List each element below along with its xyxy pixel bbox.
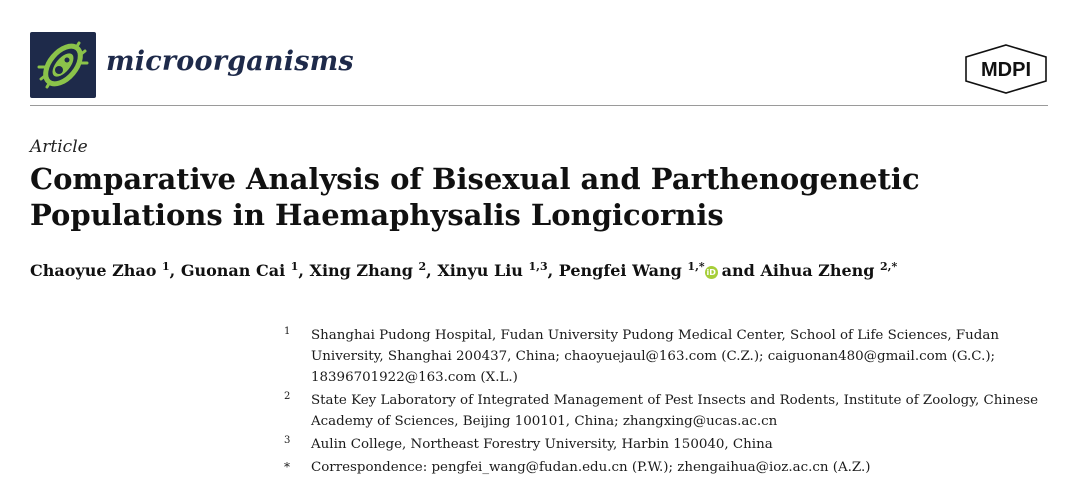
author-separator: ,: [169, 261, 181, 280]
affiliation-text: Aulin College, Northeast Forestry University, Harbin 150040, China: [311, 437, 773, 452]
author-separator: ,: [426, 261, 438, 280]
author-separator: ,: [547, 261, 559, 280]
affiliations: [284, 325, 1044, 480]
article-title: [30, 161, 1030, 233]
author-affiliation-mark: 1,*: [687, 260, 705, 273]
microorganism-icon: [35, 37, 91, 93]
header-divider: [30, 105, 1048, 106]
author-name[interactable]: Xing Zhang: [309, 261, 413, 280]
author-affiliation-mark: 2: [418, 260, 427, 273]
affiliation-number: 2: [284, 391, 291, 402]
author-affiliation-mark: 1: [162, 260, 170, 273]
author-list: [30, 260, 1060, 280]
affiliation-text: Shanghai Pudong Hospital, Fudan University Pudong Medical Center, School of Life Sciences, Fudan University, Shanghai 200437, China; chaoyuejaul@163.com (C.Z.); caiguonan480@gmail.com (G.C.); 18396701922@163.com (X.L.): [311, 328, 999, 385]
author-separator: ,: [298, 261, 310, 280]
author-connector: and: [721, 261, 755, 280]
journal-logo: [30, 32, 96, 98]
affiliation-number: 1: [284, 326, 291, 337]
author-name[interactable]: Chaoyue Zhao: [30, 261, 157, 280]
affiliation-text: State Key Laboratory of Integrated Management of Pest Insects and Rodents, Institute of Zoology, Chinese Academy of Sciences, Beijing 100101, China; zhangxing@ucas.ac.cn: [311, 393, 1039, 429]
author-affiliation-mark: 2,*: [880, 260, 898, 273]
journal-name[interactable]: microorganisms: [106, 46, 354, 77]
orcid-icon[interactable]: iD: [706, 268, 716, 277]
affiliation-item: [284, 390, 1044, 432]
title-line-1: Comparative Analysis of Bisexual and Parthenogenetic: [30, 162, 920, 196]
author-name[interactable]: Pengfei Wang: [558, 261, 682, 280]
author-name[interactable]: Xinyu Liu: [437, 261, 523, 280]
title-line-2: Populations in Haemaphysalis Longicornis: [30, 198, 724, 232]
affiliation-item: [284, 434, 1044, 455]
affiliation-item: [284, 325, 1044, 388]
publisher-logo-text: MDPI: [981, 59, 1031, 81]
author-name[interactable]: Guonan Cai: [180, 261, 286, 280]
correspondence-item: [284, 457, 1044, 478]
article-type: Article: [30, 137, 88, 157]
correspondence-text: Correspondence: pengfei_wang@fudan.edu.cn (P.W.); zhengaihua@ioz.ac.cn (A.Z.): [311, 460, 871, 475]
author-name[interactable]: Aihua Zheng: [760, 261, 875, 280]
publisher-logo[interactable]: [962, 43, 1050, 95]
author-affiliation-mark: 1: [290, 260, 299, 273]
author-affiliation-mark: 1,3: [528, 260, 548, 273]
affiliation-number: 3: [284, 435, 291, 446]
correspondence-mark: *: [284, 460, 290, 474]
